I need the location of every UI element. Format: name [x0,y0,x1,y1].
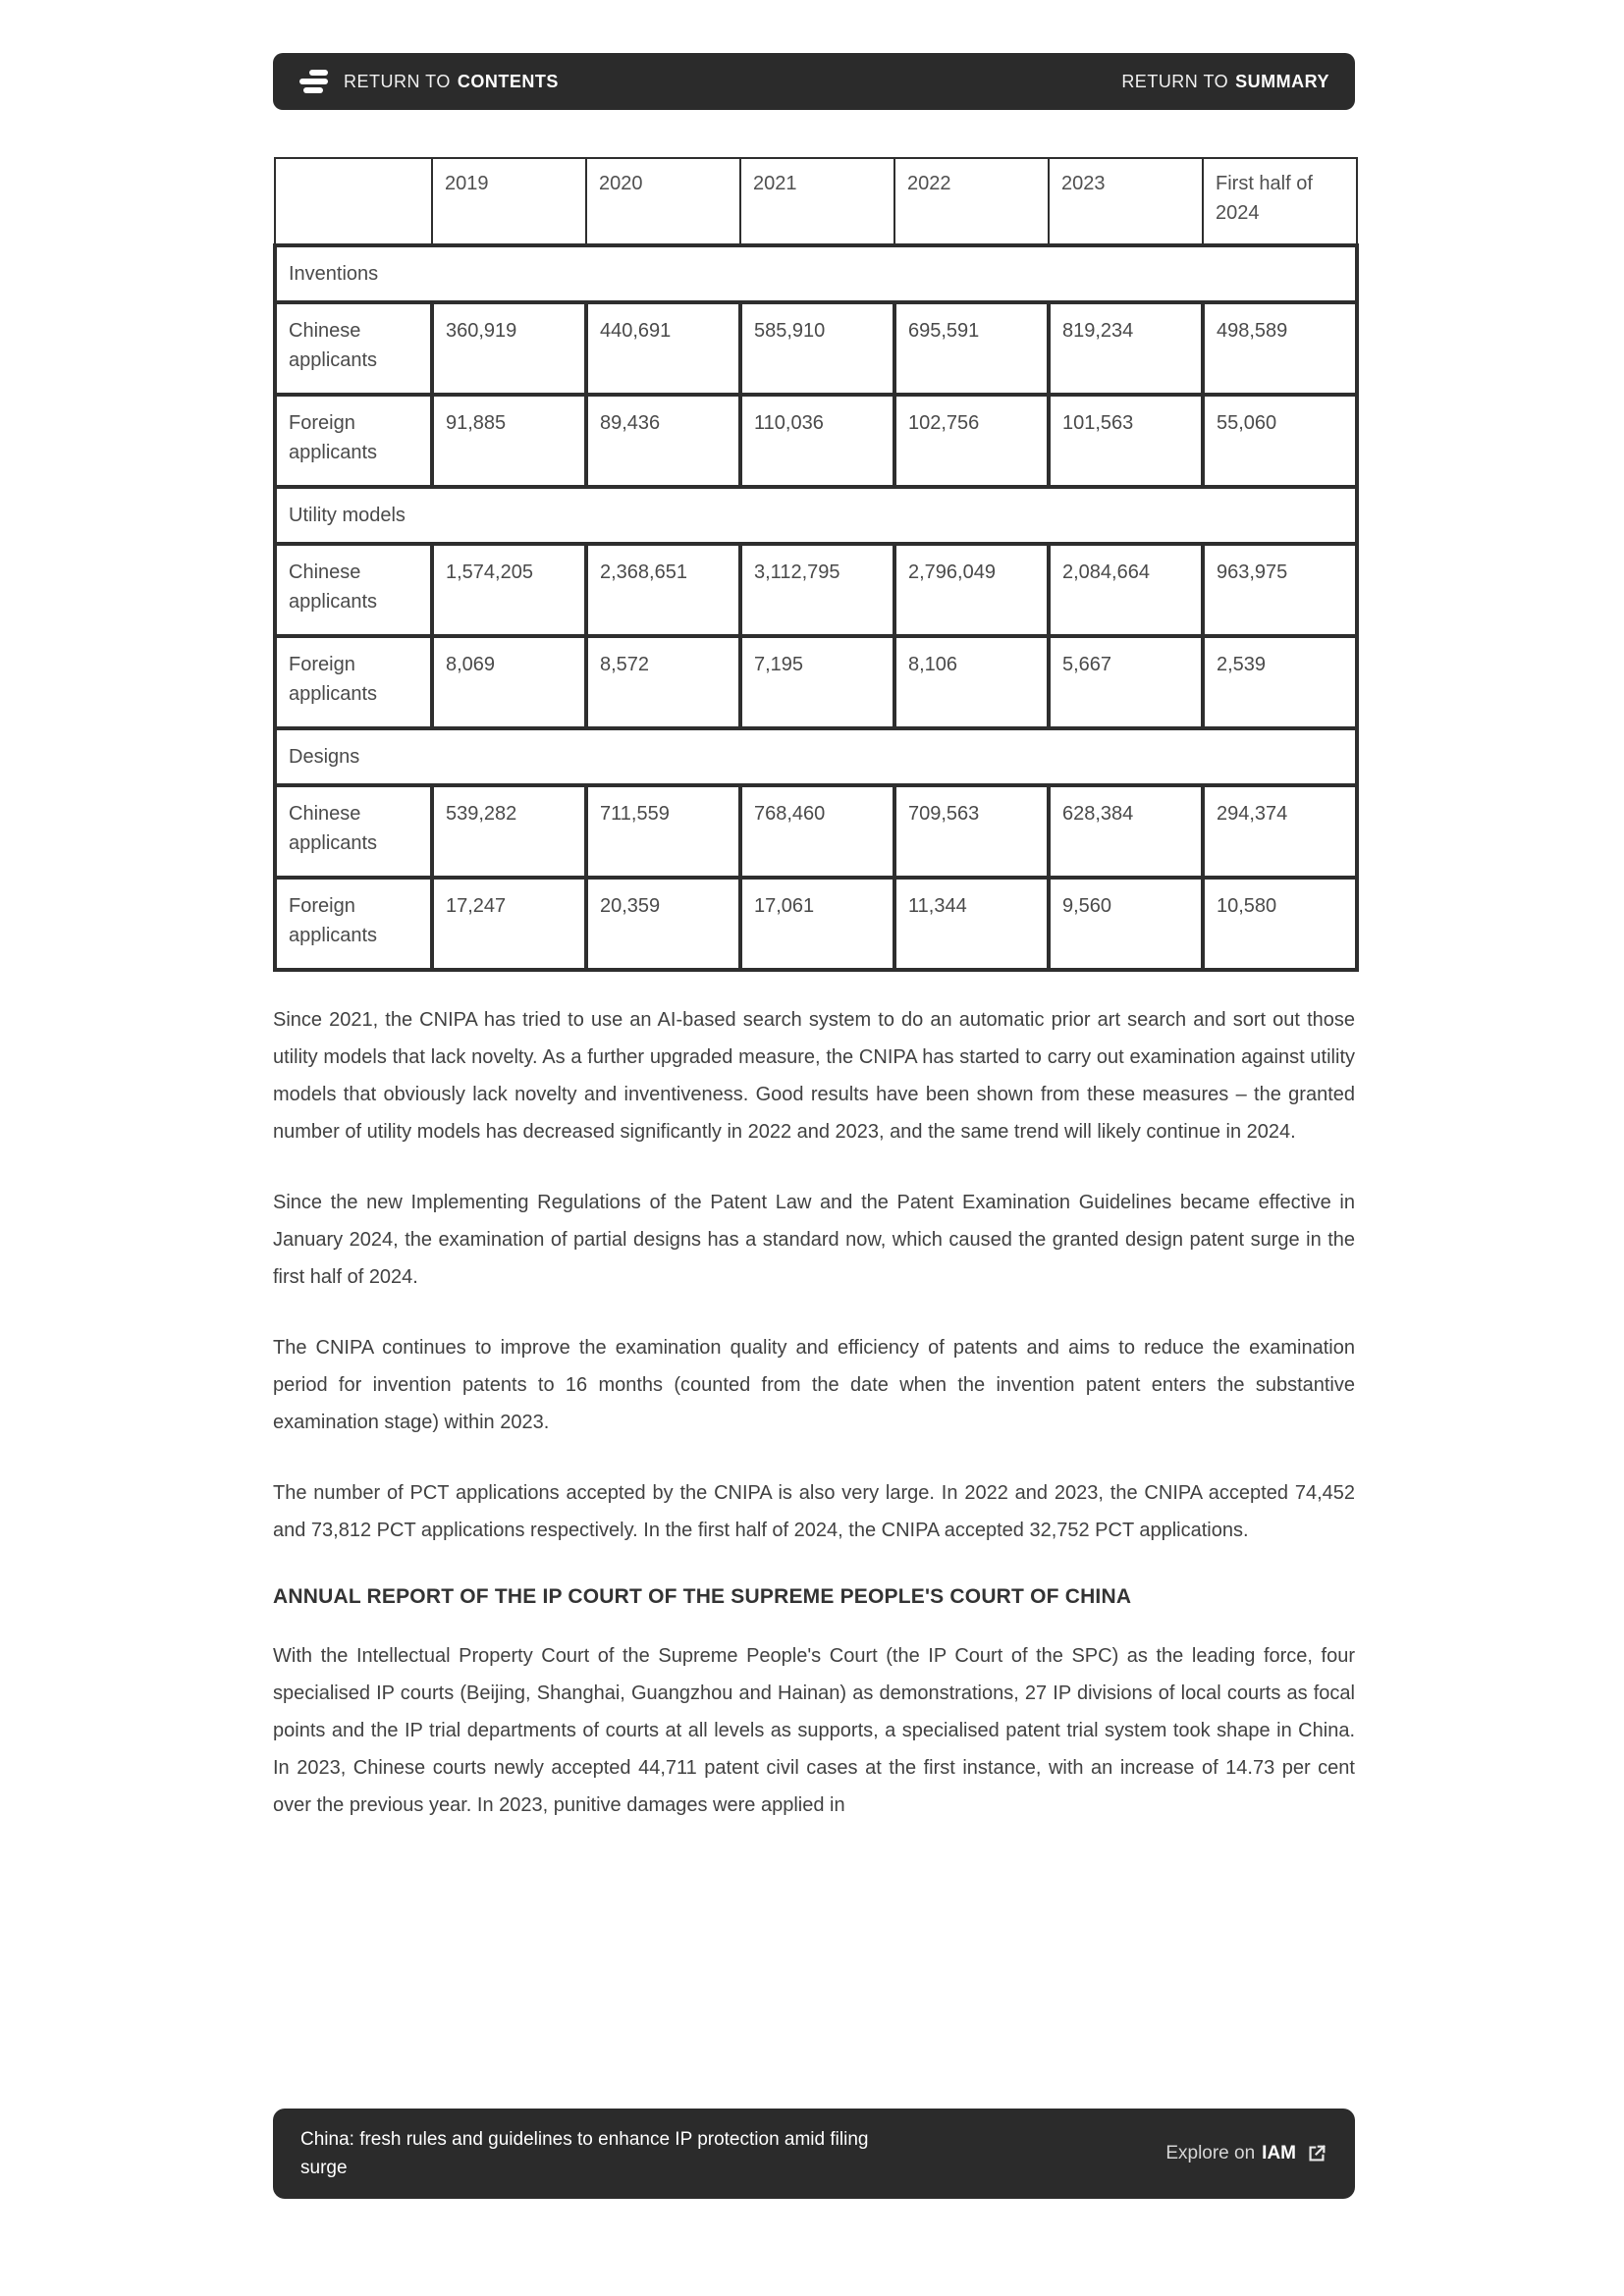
cell-value: 9,560 [1049,878,1203,970]
cell-value: 539,282 [432,785,586,878]
cell-value: 89,436 [586,395,740,487]
return-to-summary-button[interactable] [1121,72,1329,92]
cell-value: 5,667 [1049,636,1203,728]
return-to-contents-button[interactable] [298,70,559,93]
section-row-inventions [275,245,1357,302]
cell-value: 294,374 [1203,785,1357,878]
table-row [275,395,1357,487]
paragraph: With the Intellectual Property Court of the Supreme People's Court (the IP Court of the SPC) as the leading force, four specialised IP courts (Beijing, Shanghai, Guangzhou and Hainan) as demonstrations, 27 IP divisions of local courts as focal points and the IP trial departments of courts at all levels as supports, a specialised patent trial system took shape in China. In 2023, Chinese courts newly accepted 44,711 patent civil cases at the first instance, with an increase of 14.73 per cent over the previous year. In 2023, punitive damages were applied in [273,1645,1355,1816]
cell-value: 7,195 [740,636,894,728]
table-row [275,878,1357,970]
cell-value: 8,572 [586,636,740,728]
section-label: Utility models [275,487,1357,544]
cell-value: 17,061 [740,878,894,970]
top-navigation-bar [273,53,1355,110]
cell-value: 711,559 [586,785,740,878]
cell-value: 695,591 [894,302,1049,395]
external-link-icon [1306,2143,1327,2164]
iam-brand-label: IAM [1262,2143,1296,2163]
col-header-2019: 2019 [432,158,586,245]
cell-value: 110,036 [740,395,894,487]
row-label: Chinese applicants [275,785,432,878]
article-body [273,1001,1355,1857]
row-label: Foreign applicants [275,878,432,970]
cell-value: 101,563 [1049,395,1203,487]
cell-value: 10,580 [1203,878,1357,970]
section-label: Inventions [275,245,1357,302]
cell-value: 11,344 [894,878,1049,970]
cell-value: 8,106 [894,636,1049,728]
contents-menu-icon [298,70,328,93]
col-header-first-half-2024: First half of 2024 [1203,158,1357,245]
table-row [275,785,1357,878]
table-row [275,544,1357,636]
return-to-summary-label: SUMMARY [1235,71,1329,91]
cell-value: 91,885 [432,395,586,487]
table-row [275,636,1357,728]
cell-value: 20,359 [586,878,740,970]
cell-value: 2,084,664 [1049,544,1203,636]
section-label: Designs [275,728,1357,785]
cell-value: 17,247 [432,878,586,970]
cell-value: 628,384 [1049,785,1203,878]
cell-value: 1,574,205 [432,544,586,636]
paragraph: The CNIPA continues to improve the examination quality and efficiency of patents and aims to reduce the examination period for invention patents to 16 months (counted from the date when the invention patent enters the substantive examination stage) within 2023. [273,1337,1355,1433]
cell-value: 2,368,651 [586,544,740,636]
cell-value: 102,756 [894,395,1049,487]
cell-value: 498,589 [1203,302,1357,395]
patent-applications-table [273,157,1359,972]
cell-value: 3,112,795 [740,544,894,636]
cell-value: 2,796,049 [894,544,1049,636]
cell-value: 709,563 [894,785,1049,878]
cell-value: 440,691 [586,302,740,395]
cell-value: 360,919 [432,302,586,395]
col-header-2023: 2023 [1049,158,1203,245]
paragraph: The number of PCT applications accepted by the CNIPA is also very large. In 2022 and 2023, the CNIPA accepted 74,452 and 73,812 PCT applications respectively. In the first half of 2024, the CNIPA accepted 32,752 PCT applications. [273,1482,1355,1541]
section-row-designs [275,728,1357,785]
cell-value: 768,460 [740,785,894,878]
table-header-row [275,158,1357,245]
cell-value: 963,975 [1203,544,1357,636]
cell-value: 585,910 [740,302,894,395]
explore-prefix: Explore on [1165,2143,1256,2163]
table-corner-cell [275,158,432,245]
footer-bar [273,2109,1355,2199]
cell-value: 55,060 [1203,395,1357,487]
return-to-summary-prefix: RETURN TO [1121,71,1229,91]
row-label: Chinese applicants [275,302,432,395]
section-heading: ANNUAL REPORT OF THE IP COURT OF THE SUPREME PEOPLE'S COURT OF CHINA [273,1585,1132,1608]
col-header-2021: 2021 [740,158,894,245]
return-to-contents-label: CONTENTS [457,71,559,91]
explore-on-iam-link[interactable] [1165,2143,1327,2164]
paragraph: Since 2021, the CNIPA has tried to use an AI-based search system to do an automatic prior art search and sort out those utility models that lack novelty. As a further upgraded measure, the CNIPA has started to carry out examination against utility models that obviously lack novelty and inventiveness. Good results have been shown from these measures – the granted number of utility models has decreased significantly in 2022 and 2023, and the same trend will likely continue in 2024. [273,1009,1355,1143]
section-row-utility-models [275,487,1357,544]
article-title: China: fresh rules and guidelines to enhance IP protection amid filing surge [300,2129,869,2178]
paragraph: Since the new Implementing Regulations of the Patent Law and the Patent Examination Guidelines became effective in January 2024, the examination of partial designs has a standard now, which caused the granted design patent surge in the first half of 2024. [273,1192,1355,1288]
col-header-2020: 2020 [586,158,740,245]
return-to-contents-prefix: RETURN TO [344,71,451,91]
cell-value: 8,069 [432,636,586,728]
row-label: Chinese applicants [275,544,432,636]
cell-value: 819,234 [1049,302,1203,395]
col-header-2022: 2022 [894,158,1049,245]
cell-value: 2,539 [1203,636,1357,728]
row-label: Foreign applicants [275,395,432,487]
table-row [275,302,1357,395]
row-label: Foreign applicants [275,636,432,728]
